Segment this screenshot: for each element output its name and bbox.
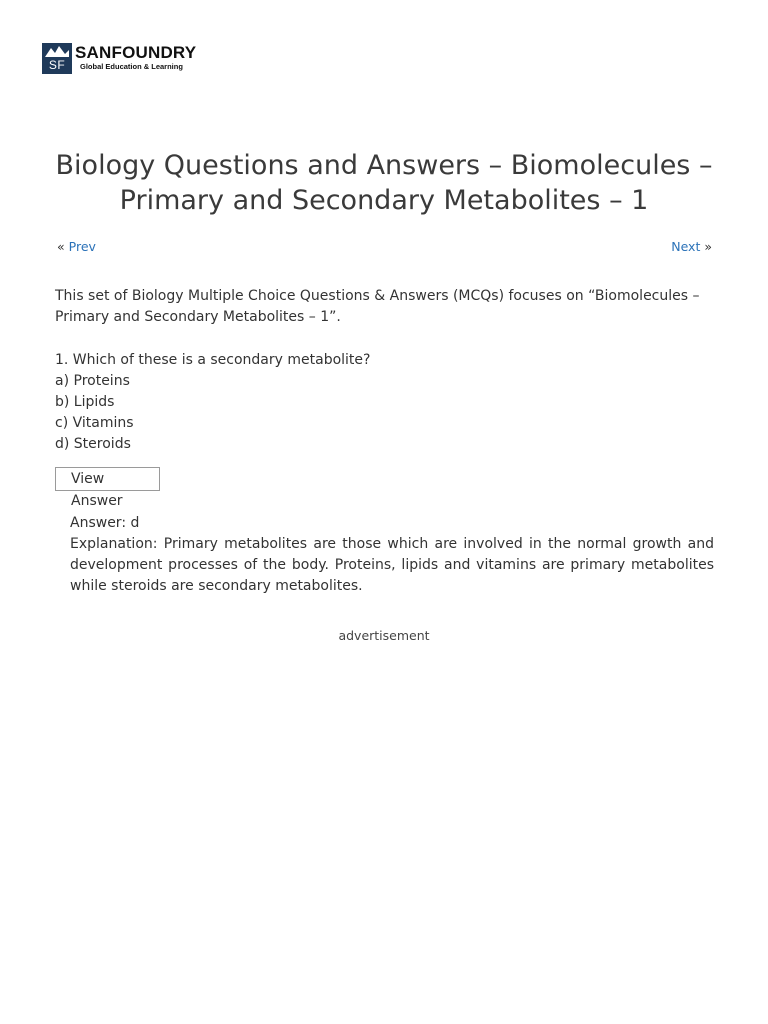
question-block xyxy=(55,350,714,455)
site-logo[interactable] xyxy=(42,43,196,74)
option-d: d) Steroids xyxy=(55,436,131,452)
option-b: b) Lipids xyxy=(55,394,115,410)
answer-line: Answer: d xyxy=(70,515,140,531)
page-title: Biology Questions and Answers – Biomolecules – Primary and Secondary Metabolites – 1 xyxy=(55,150,713,216)
option-c: c) Vitamins xyxy=(55,415,134,431)
view-answer-button[interactable]: View Answer xyxy=(55,467,160,491)
question-text: 1. Which of these is a secondary metabolite? xyxy=(55,352,371,368)
option-a: a) Proteins xyxy=(55,373,130,389)
answer-block xyxy=(70,513,714,597)
logo-mark-text: SF xyxy=(48,58,66,72)
advertisement-label: advertisement xyxy=(338,628,430,643)
prev-nav xyxy=(57,239,96,255)
logo-mark-icon xyxy=(42,43,72,74)
logo-name: SANFOUNDRY xyxy=(75,43,197,62)
next-arrow: » xyxy=(704,239,712,254)
explanation-text: Explanation: Primary metabolites are those which are involved in the normal growth and development processes of the body. Proteins, lipids and vitamins are primary metabolites while steroids are secondary metabolites. xyxy=(70,536,714,594)
prev-link[interactable]: Prev xyxy=(68,239,96,254)
next-link[interactable]: Next xyxy=(671,239,701,254)
next-nav xyxy=(671,239,712,255)
intro-paragraph: This set of Biology Multiple Choice Questions & Answers (MCQs) focuses on “Biomolecules – Primary and Secondary Metabolites – 1”. xyxy=(55,288,700,325)
logo-text xyxy=(75,43,196,72)
prev-arrow: « xyxy=(57,239,65,254)
logo-tagline: Global Education & Learning xyxy=(80,62,183,71)
